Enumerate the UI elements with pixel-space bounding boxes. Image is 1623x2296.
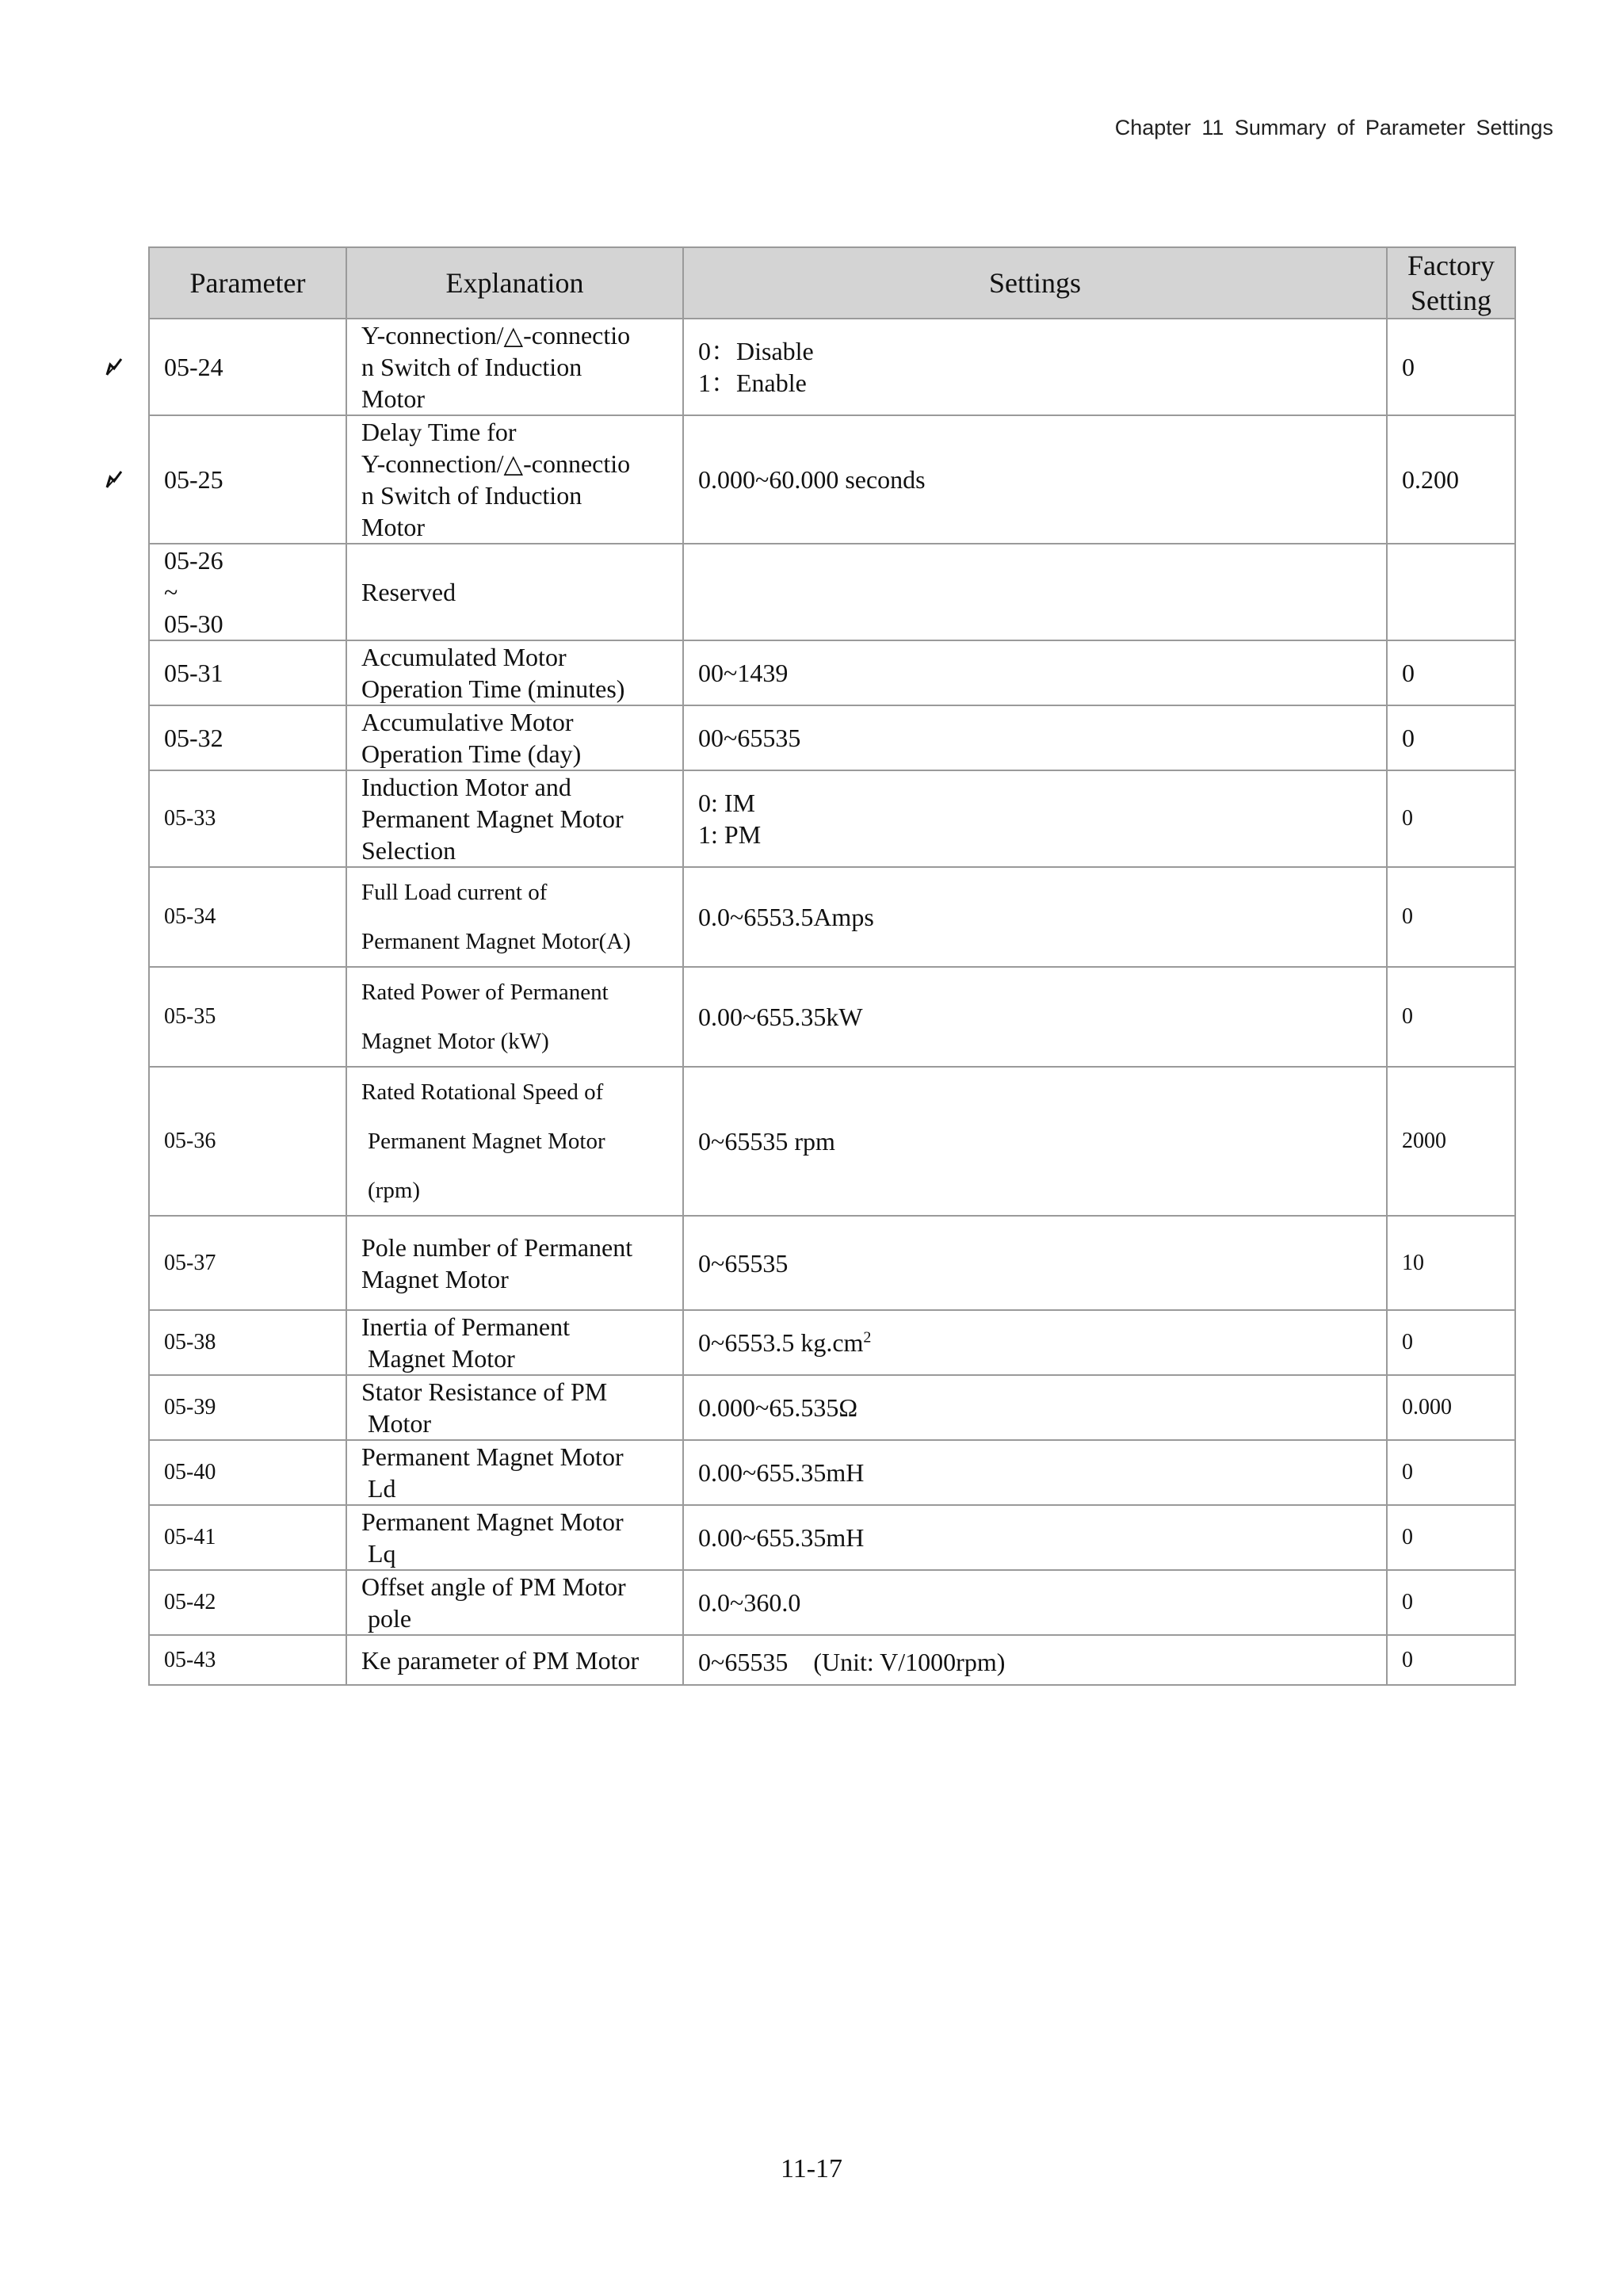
parameter-code-cell — [149, 544, 346, 640]
parameter-code-cell — [149, 319, 346, 415]
explanation-line: pole — [368, 1604, 412, 1633]
settings-line: 0~65535 — [698, 1248, 789, 1278]
settings-cell — [683, 867, 1387, 967]
explanation-line: Lq — [368, 1539, 396, 1568]
parameter-code: 05-26 — [164, 546, 223, 575]
parameter-code-cell — [149, 415, 346, 544]
factory-setting-cell: 0 — [1387, 1440, 1515, 1505]
settings-line: 1：Enable — [698, 369, 807, 397]
table-row — [149, 1216, 1515, 1310]
column-header-explanation: Explanation — [346, 247, 683, 319]
factory-header-line: Setting — [1410, 285, 1491, 316]
factory-setting-cell: 0 — [1387, 1505, 1515, 1570]
explanation-line: Permanent Magnet Motor — [361, 804, 624, 833]
table-row — [149, 867, 1515, 967]
explanation-cell — [346, 1635, 683, 1685]
explanation-line: Delay Time for — [361, 418, 517, 446]
settings-line: 0.00~655.35mH — [698, 1458, 865, 1487]
settings-cell — [683, 1216, 1387, 1310]
explanation-line: Reserved — [361, 578, 456, 606]
settings-cell — [683, 1310, 1387, 1375]
explanation-cell — [346, 705, 683, 770]
explanation-cell — [346, 319, 683, 415]
settings-line: 0.0~360.0 — [698, 1588, 801, 1617]
settings-line: 0.0~6553.5Amps — [698, 903, 874, 931]
settings-cell — [683, 705, 1387, 770]
explanation-line: Operation Time (day) — [361, 739, 582, 768]
explanation-line: Y-connection/△-connectio — [361, 321, 631, 350]
factory-setting-cell: 0 — [1387, 319, 1515, 415]
table-row — [149, 1570, 1515, 1635]
explanation-line: (rpm) — [368, 1178, 421, 1203]
explanation-line: Magnet Motor — [361, 1264, 509, 1293]
settings-line: 0.000~65.535Ω — [698, 1393, 858, 1422]
table-header-row — [149, 247, 1515, 319]
explanation-cell — [346, 415, 683, 544]
table-row — [149, 1505, 1515, 1570]
settings-value: 0~6553.5 kg.cm — [698, 1328, 864, 1357]
parameter-code-cell: 05-43 — [149, 1635, 346, 1685]
explanation-line: Accumulative Motor — [361, 708, 574, 736]
explanation-line: Operation Time (minutes) — [361, 674, 625, 703]
table-row — [149, 319, 1515, 415]
parameter-code: 05-25 — [164, 465, 223, 494]
settings-cell — [683, 640, 1387, 705]
column-header-factory-setting — [1387, 247, 1515, 319]
settings-cell — [683, 415, 1387, 544]
explanation-line: Accumulated Motor — [361, 643, 567, 671]
settings-cell — [683, 319, 1387, 415]
factory-header-line: Factory — [1407, 250, 1495, 281]
settings-line: 0：Disable — [698, 337, 814, 365]
explanation-line: Motor — [361, 384, 425, 413]
explanation-line: Motor — [368, 1409, 431, 1438]
factory-setting-cell: 0 — [1387, 1310, 1515, 1375]
parameter-code-cell: 05-35 — [149, 967, 346, 1067]
settings-cell — [683, 1440, 1387, 1505]
settings-line: 0.00~655.35mH — [698, 1523, 865, 1552]
settings-line: 0~65535 rpm — [698, 1127, 835, 1156]
column-header-parameter: Parameter — [149, 247, 346, 319]
factory-setting-cell: 0 — [1387, 705, 1515, 770]
explanation-line: Permanent Magnet Motor — [361, 1507, 624, 1536]
settings-line: 0~65535 (Unit: V/1000rpm) — [698, 1647, 1006, 1676]
explanation-line: Permanent Magnet Motor — [361, 1442, 624, 1471]
explanation-line: n Switch of Induction — [361, 353, 582, 381]
factory-setting-cell: 10 — [1387, 1216, 1515, 1310]
explanation-cell — [346, 967, 683, 1067]
factory-setting-cell: 0.000 — [1387, 1375, 1515, 1440]
explanation-cell — [346, 1216, 683, 1310]
settings-line — [698, 1327, 1372, 1358]
settings-line: 00~1439 — [698, 659, 789, 687]
settings-line: 0.000~60.000 seconds — [698, 465, 926, 494]
explanation-line: Offset angle of PM Motor — [361, 1572, 626, 1601]
explanation-line: Ld — [368, 1474, 396, 1503]
settings-line: 0: IM — [698, 789, 755, 817]
parameter-code-cell: 05-33 — [149, 770, 346, 867]
page-number: 11-17 — [780, 2154, 843, 2183]
table-row — [149, 1635, 1515, 1685]
explanation-cell — [346, 867, 683, 967]
table-row — [149, 640, 1515, 705]
parameter-code-cell: 05-34 — [149, 867, 346, 967]
settings-cell — [683, 1067, 1387, 1216]
factory-setting-cell: 0 — [1387, 770, 1515, 867]
table-row — [149, 1375, 1515, 1440]
parameter-code-cell: 05-37 — [149, 1216, 346, 1310]
explanation-line: Induction Motor and — [361, 773, 571, 801]
parameter-code-cell: 05-38 — [149, 1310, 346, 1375]
explanation-line: Rated Rotational Speed of — [361, 1079, 604, 1105]
lightning-flag-icon — [104, 357, 124, 377]
table-row — [149, 415, 1515, 544]
parameter-code-cell: 05-39 — [149, 1375, 346, 1440]
explanation-cell — [346, 1375, 683, 1440]
column-header-settings: Settings — [683, 247, 1387, 319]
settings-cell — [683, 967, 1387, 1067]
settings-cell — [683, 1570, 1387, 1635]
parameter-code-cell: 05-32 — [149, 705, 346, 770]
explanation-line: Pole number of Permanent — [361, 1232, 633, 1262]
factory-setting-cell: 0 — [1387, 967, 1515, 1067]
explanation-cell — [346, 1310, 683, 1375]
parameter-code-cell: 05-41 — [149, 1505, 346, 1570]
parameter-code: 05-24 — [164, 353, 223, 381]
explanation-line: Inertia of Permanent — [361, 1312, 570, 1341]
factory-setting-cell: 0 — [1387, 1635, 1515, 1685]
parameter-code: ~ — [164, 578, 178, 606]
table-row — [149, 1440, 1515, 1505]
settings-cell — [683, 770, 1387, 867]
explanation-line: Rated Power of Permanent — [361, 980, 609, 1005]
factory-setting-cell — [1387, 544, 1515, 640]
parameter-code-cell: 05-40 — [149, 1440, 346, 1505]
parameter-code: 05-30 — [164, 609, 223, 638]
explanation-line: Full Load current of — [361, 880, 548, 905]
factory-setting-cell: 2000 — [1387, 1067, 1515, 1216]
settings-cell — [683, 1375, 1387, 1440]
settings-line: 00~65535 — [698, 724, 801, 752]
factory-setting-cell: 0 — [1387, 1570, 1515, 1635]
table-row — [149, 1067, 1515, 1216]
explanation-line: Y-connection/△-connectio — [361, 449, 631, 478]
explanation-line: Motor — [361, 513, 425, 541]
explanation-line: Permanent Magnet Motor(A) — [361, 929, 631, 954]
factory-setting-cell: 0 — [1387, 867, 1515, 967]
explanation-line: Selection — [361, 836, 456, 865]
explanation-cell — [346, 1067, 683, 1216]
table-row — [149, 705, 1515, 770]
factory-setting-cell: 0.200 — [1387, 415, 1515, 544]
explanation-line: Stator Resistance of PM — [361, 1377, 608, 1406]
explanation-line: Ke parameter of PM Motor — [361, 1645, 640, 1675]
explanation-cell — [346, 770, 683, 867]
table-row — [149, 967, 1515, 1067]
table-row — [149, 544, 1515, 640]
settings-line: 0.00~655.35kW — [698, 1003, 863, 1031]
explanation-cell — [346, 1505, 683, 1570]
parameter-code-cell: 05-42 — [149, 1570, 346, 1635]
parameter-table — [148, 246, 1516, 1686]
chapter-header: Chapter 11 Summary of Parameter Settings — [1114, 116, 1553, 139]
settings-line: 1: PM — [698, 820, 762, 849]
table-row — [149, 770, 1515, 867]
parameter-code-cell: 05-36 — [149, 1067, 346, 1216]
settings-cell — [683, 1635, 1387, 1685]
superscript: 2 — [863, 1328, 872, 1347]
explanation-cell — [346, 1440, 683, 1505]
table-row — [149, 1310, 1515, 1375]
lightning-flag-icon — [104, 469, 124, 490]
settings-cell — [683, 1505, 1387, 1570]
factory-setting-cell: 0 — [1387, 640, 1515, 705]
explanation-line: Magnet Motor — [368, 1344, 515, 1373]
explanation-cell — [346, 1570, 683, 1635]
explanation-line: Magnet Motor (kW) — [361, 1029, 549, 1054]
settings-cell — [683, 544, 1387, 640]
explanation-line: n Switch of Induction — [361, 481, 582, 510]
explanation-cell — [346, 640, 683, 705]
explanation-line: Permanent Magnet Motor — [368, 1129, 605, 1154]
explanation-cell — [346, 544, 683, 640]
parameter-code-cell: 05-31 — [149, 640, 346, 705]
